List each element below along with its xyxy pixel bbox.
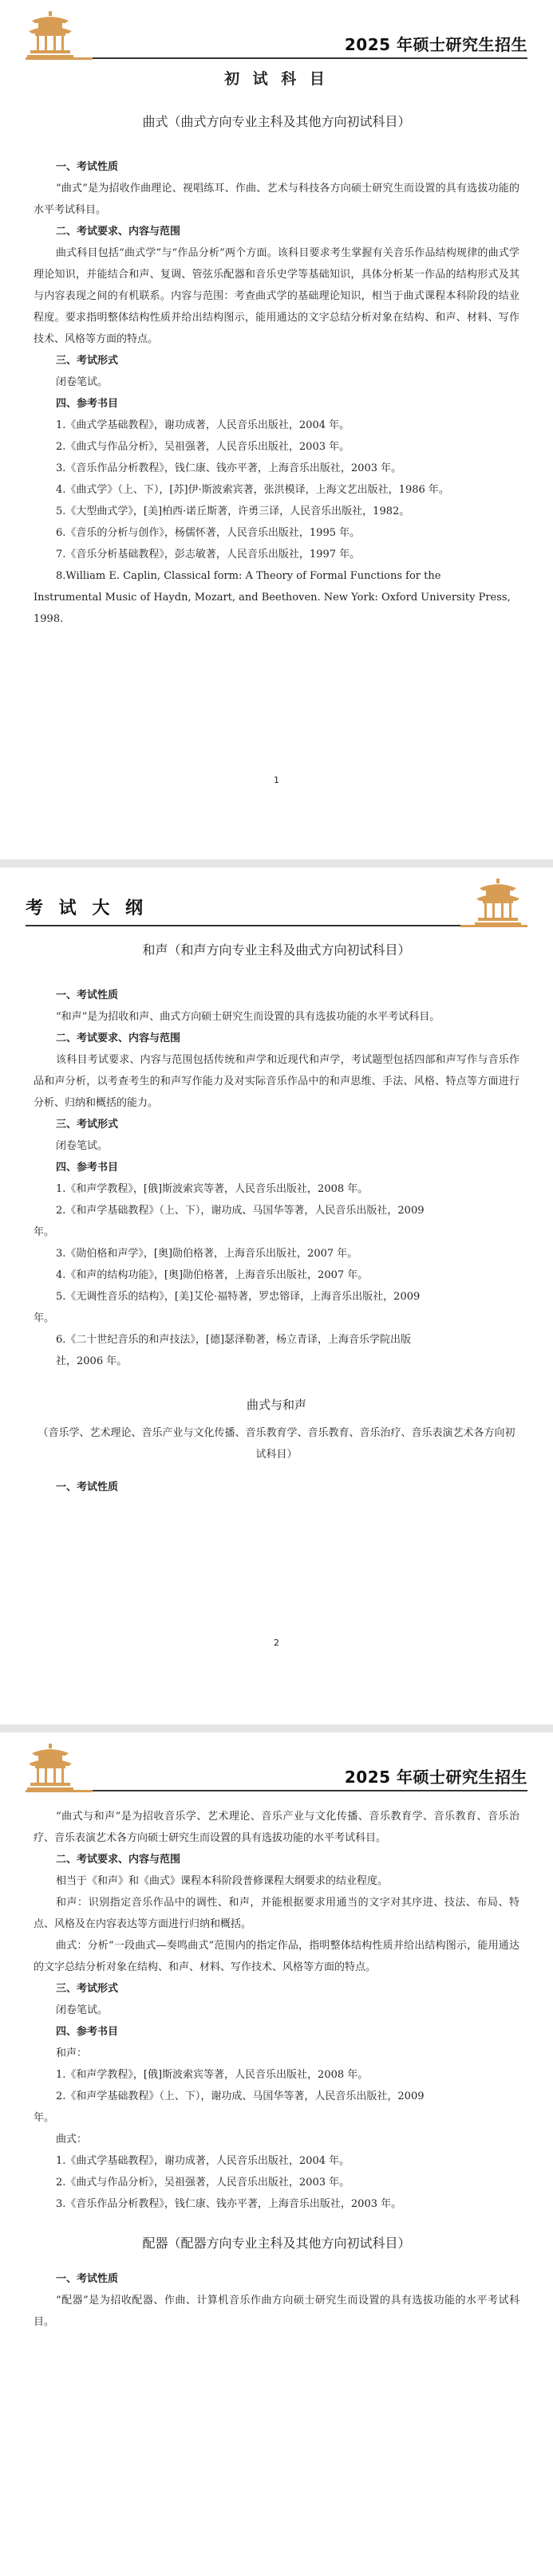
reference-item-cont: 年。 bbox=[34, 2112, 55, 2124]
reference-item-cont: 年。 bbox=[34, 1226, 55, 1238]
heading: 四、参考书目 bbox=[56, 2026, 119, 2038]
subsection-title: 曲式与和声 bbox=[246, 1398, 306, 1412]
header-brand: 考 试 大 纲 bbox=[26, 899, 148, 918]
reference-item-cont: 年。 bbox=[34, 1312, 55, 1324]
heading: 一、考试性质 bbox=[56, 161, 119, 173]
paragraph: 和声：识别指定音乐作品中的调性、和声，并能根据要求用通当的文字对其序进、技法、布局、特点、风格及在内容表达等方面进行归纳和概括。 bbox=[34, 1897, 519, 1930]
page-number: 1 bbox=[274, 775, 279, 785]
heading: 二、考试要求、内容与范围 bbox=[56, 1032, 181, 1044]
heading: 一、考试性质 bbox=[56, 989, 119, 1001]
reference-item: 4.《曲式学》（上、下），[苏]伊·斯波索宾著，张洪模译，上海文艺出版社，1986 年。 bbox=[56, 484, 449, 496]
paragraph: “曲式与和声”是为招收音乐学、艺术理论、音乐产业与文化传播、音乐教育学、音乐教育、音乐治疗、音乐表演艺术各方向硕士研究生而设置的具有选拔功能的水平考试科目。 bbox=[34, 1811, 519, 1844]
reference-item: 3.《音乐作品分析教程》，钱仁康、钱亦平著，上海音乐出版社，2003 年。 bbox=[56, 462, 402, 474]
reference-item-cont: 1998. bbox=[34, 613, 64, 625]
pagoda-logo-icon bbox=[473, 879, 523, 926]
exam-form: 闭卷笔试。 bbox=[56, 1140, 109, 1152]
reference-item: 1.《和声学教程》，[俄]斯波索宾等著，人民音乐出版社，2008 年。 bbox=[56, 1183, 369, 1195]
reference-item: 3.《音乐作品分析教程》，钱仁康、钱亦平著，上海音乐出版社，2003 年。 bbox=[56, 2198, 402, 2210]
heading: 三、考试形式 bbox=[56, 1119, 119, 1131]
paragraph: “配器”是为招收配器、作曲、计算机音乐作曲方向硕士研究生而设置的具有选拔功能的水平考试科目。 bbox=[34, 2295, 519, 2328]
page-header bbox=[26, 1744, 527, 1796]
page-2-content bbox=[34, 939, 519, 1498]
reference-item: 1.《曲式学基础教程》，谢功成著，人民音乐出版社，2004 年。 bbox=[56, 419, 350, 431]
reference-item: 7.《音乐分析基础教程》，彭志敏著，人民音乐出版社，1997 年。 bbox=[56, 549, 361, 560]
header-brand: 2025 年硕士研究生招生 bbox=[344, 1768, 527, 1787]
reference-item: 2.《和声学基础教程》（上、下），谢功成、马国华等著，人民音乐出版社，2009 bbox=[56, 1205, 425, 1217]
reference-item-cont: 社，2006 年。 bbox=[56, 1355, 128, 1367]
heading: 四、参考书目 bbox=[56, 398, 119, 410]
heading: 一、考试性质 bbox=[56, 1481, 119, 1493]
reference-item: 1.《和声学教程》，[俄]斯波索宾等著，人民音乐出版社，2008 年。 bbox=[56, 2069, 369, 2081]
reference-item: 4.《和声的结构功能》，[奥]勋伯格著，上海音乐出版社，2007 年。 bbox=[56, 1269, 369, 1281]
header-rule bbox=[26, 925, 460, 926]
heading: 三、考试形式 bbox=[56, 1983, 119, 1995]
page-number: 2 bbox=[274, 1638, 279, 1648]
page-1-content bbox=[34, 69, 519, 630]
paragraph: 该科目考试要求、内容与范围包括传统和声学和近现代和声学，考试题型包括四部和声写作与音乐作品和声分析，以考查考生的和声写作能力及对实际音乐作品中的和声思维、手法、风格、特点等方面进行分析、归纳和概括的能力。 bbox=[34, 1054, 519, 1109]
reference-item: 2.《曲式与作品分析》，吴祖强著，人民音乐出版社，2003 年。 bbox=[56, 441, 350, 453]
paragraph: “和声”是为招收和声、曲式方向硕士研究生而设置的具有选拔功能的水平考试科目。 bbox=[56, 1011, 440, 1023]
reference-group-label: 和声： bbox=[56, 2047, 88, 2059]
reference-item: 2.《曲式与作品分析》，吴祖强著，人民音乐出版社，2003 年。 bbox=[56, 2177, 350, 2189]
header-rule bbox=[93, 1790, 527, 1791]
reference-item-cont: Instrumental Music of Haydn, Mozart, and Beethoven. New York: Oxford University Press, bbox=[34, 592, 511, 604]
section-title: 和声（和声方向专业主科及曲式方向初试科目） bbox=[142, 942, 411, 958]
page-2 bbox=[0, 867, 553, 1725]
reference-item: 8.William E. Caplin, Classical form: A Theory of Formal Functions for the bbox=[56, 570, 441, 582]
reference-item: 5.《大型曲式学》，[美]柏西·诺丘斯著，许勇三译，人民音乐出版社，1982。 bbox=[56, 505, 410, 517]
paragraph: 曲式：分析“一段曲式—奏鸣曲式”范围内的指定作品，指明整体结构性质并给出结构图示，能用通达的文字总结分析对象在结构、和声、材料、写作技术、风格等方面的特点。 bbox=[34, 1940, 519, 1973]
paragraph: 曲式科目包括“曲式学”与“作品分析”两个方面。该科目要求考生掌握有关音乐作品结构规律的曲式学理论知识，并能结合和声、复调、管弦乐配器和音乐史学等基础知识，具体分析某一作品的结构形式及其与内容表现之间的有机联系。内容与范围：考查曲式学的基础理论知识，相当于曲式课程本科阶段的结业程度。要求指明整体结构性质并给出结构图示，能用通达的文字总结分析对象在结构、和声、材料、写作技术、风格等方面的特点。 bbox=[34, 247, 519, 345]
reference-item: 5.《无调性音乐的结构》，[美]艾伦·福特著，罗忠镕译，上海音乐出版社，2009 bbox=[56, 1291, 421, 1303]
page-3-content bbox=[34, 1806, 519, 2333]
section-title: 配器（配器方向专业主科及其他方向初试科目） bbox=[142, 2236, 411, 2251]
heading: 二、考试要求、内容与范围 bbox=[56, 226, 181, 238]
exam-form: 闭卷笔试。 bbox=[56, 2004, 109, 2016]
reference-item: 3.《勋伯格和声学》，[奥]勋伯格著，上海音乐出版社，2007 年。 bbox=[56, 1248, 358, 1260]
heading: 四、参考书目 bbox=[56, 1162, 119, 1174]
paragraph: “曲式”是为招收作曲理论、视唱练耳、作曲、艺术与科技各方向硕士研究生而设置的具有选拔功能的水平考试科目。 bbox=[34, 183, 519, 216]
page-header bbox=[26, 879, 527, 931]
header-accent-bar bbox=[26, 1790, 93, 1792]
header-brand: 2025 年硕士研究生招生 bbox=[344, 35, 527, 54]
reference-item: 6.《二十世纪音乐的和声技法》，[德]瑟泽勒著，杨立青译，上海音乐学院出版 bbox=[56, 1334, 412, 1346]
subsection-scope: （音乐学、艺术理论、音乐产业与文化传播、音乐教育学、音乐教育、音乐治疗、音乐表演艺术各方向初试科目） bbox=[38, 1427, 515, 1461]
paragraph: 相当于《和声》和《曲式》课程本科阶段普修课程大纲要求的结业程度。 bbox=[56, 1875, 389, 1887]
exam-form: 闭卷笔试。 bbox=[56, 376, 109, 388]
pagoda-logo-icon bbox=[26, 11, 75, 59]
heading: 三、考试形式 bbox=[56, 355, 119, 367]
heading: 一、考试性质 bbox=[56, 2273, 119, 2285]
page-1 bbox=[0, 0, 553, 859]
page-3 bbox=[0, 1732, 553, 2576]
pagoda-logo-icon bbox=[26, 1744, 75, 1791]
reference-item: 2.《和声学基础教程》（上、下），谢功成、马国华等著，人民音乐出版社，2009 bbox=[56, 2090, 425, 2102]
heading: 二、考试要求、内容与范围 bbox=[56, 1854, 181, 1866]
page-title: 初 试 科 目 bbox=[224, 70, 329, 88]
reference-item: 6.《音乐的分析与创作》，杨儒怀著，人民音乐出版社，1995 年。 bbox=[56, 527, 361, 539]
header-accent-bar bbox=[26, 57, 93, 60]
reference-item: 1.《曲式学基础教程》，谢功成著，人民音乐出版社，2004 年。 bbox=[56, 2155, 350, 2167]
page-header bbox=[26, 11, 527, 64]
section-title: 曲式（曲式方向专业主科及其他方向初试科目） bbox=[142, 114, 411, 129]
header-rule bbox=[93, 57, 527, 59]
reference-group-label: 曲式： bbox=[56, 2134, 88, 2145]
